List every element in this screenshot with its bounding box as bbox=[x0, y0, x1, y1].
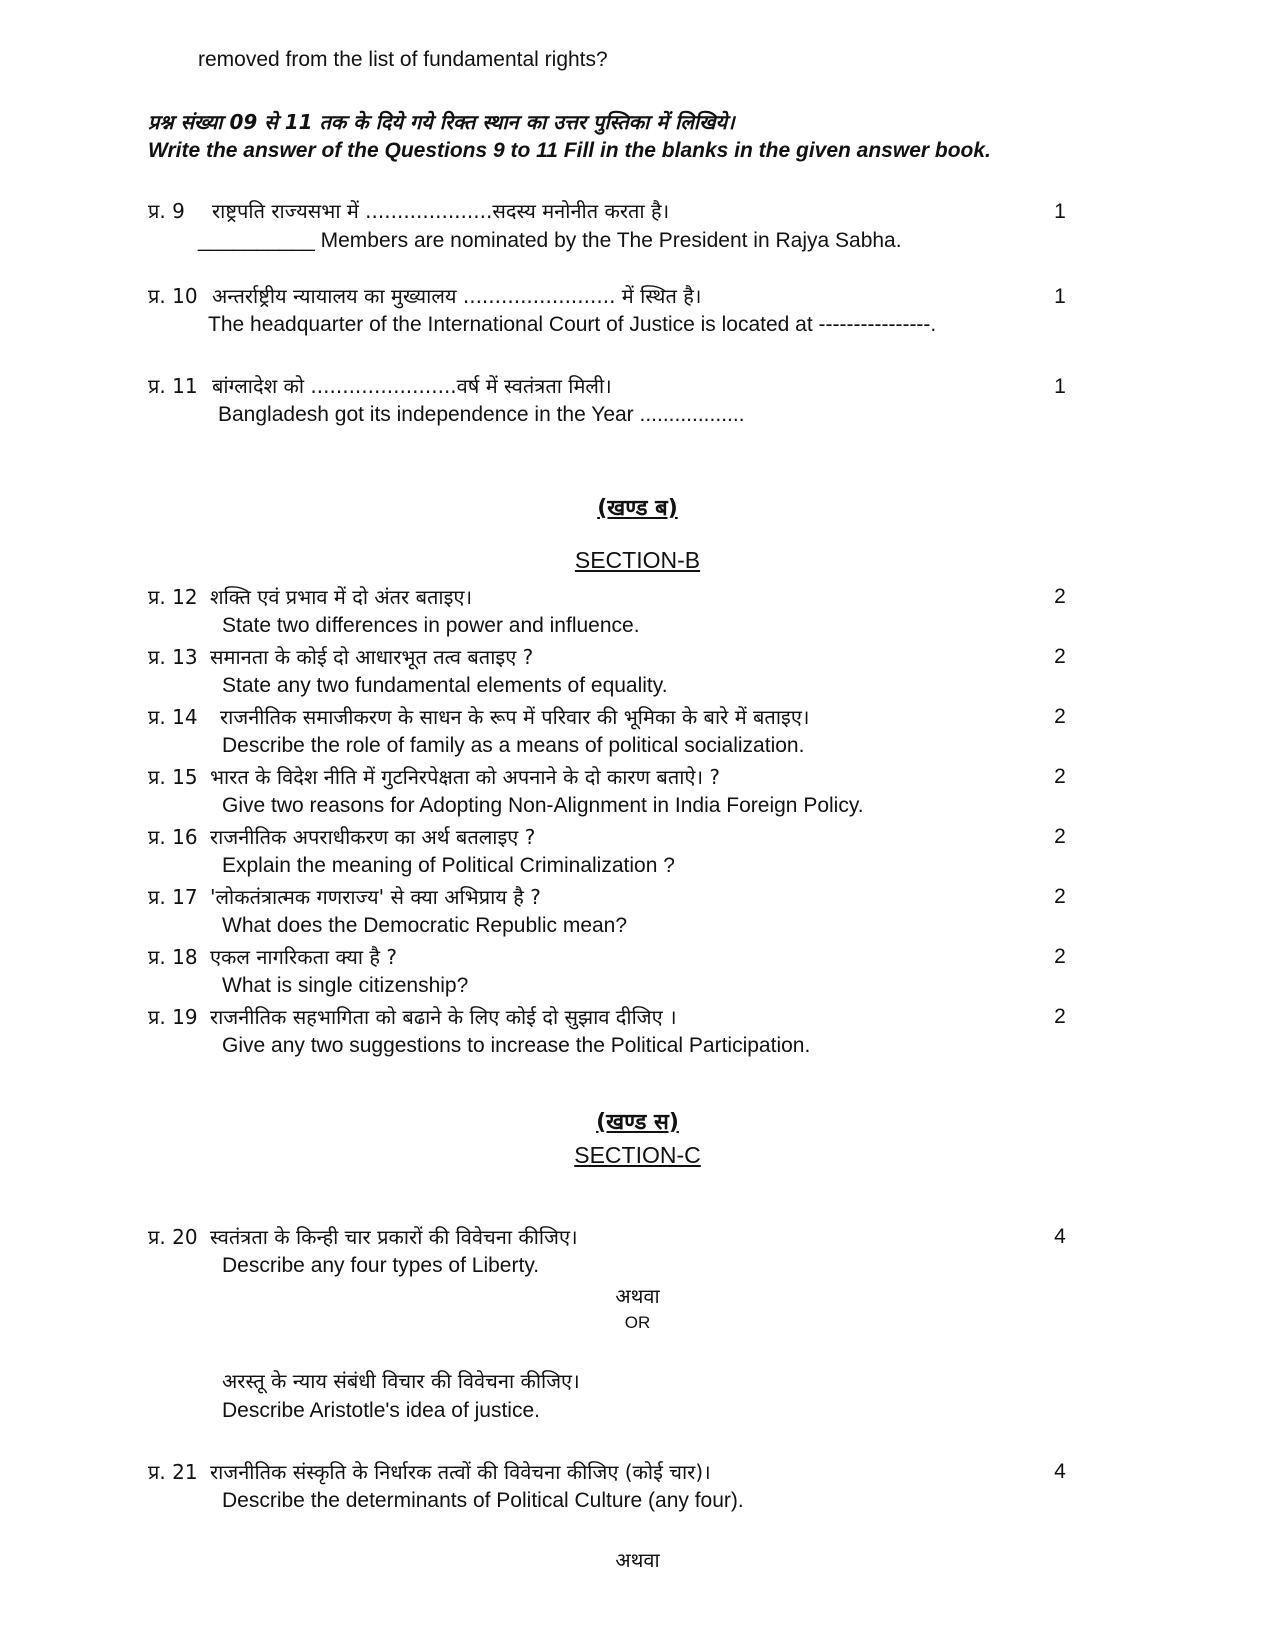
question-marks: 2 bbox=[1054, 945, 1066, 968]
question-number: प्र. 19 bbox=[148, 1005, 198, 1029]
question-english: The headquarter of the International Court of Justice is located at ----------------. bbox=[208, 313, 937, 336]
question-number: प्र. 11 bbox=[148, 374, 198, 398]
question-number: प्र. 9 bbox=[148, 199, 185, 223]
question-english: What does the Democratic Republic mean? bbox=[222, 914, 628, 937]
alternate-question-english: Describe Aristotle's idea of justice. bbox=[222, 1399, 540, 1422]
question-english: State any two fundamental elements of equality. bbox=[222, 674, 668, 697]
question-marks: 2 bbox=[1054, 1005, 1066, 1028]
question-english: Give two reasons for Adopting Non-Alignment in India Foreign Policy. bbox=[222, 794, 864, 817]
question-hindi: अन्तर्राष्ट्रीय न्यायालय का मुख्यालय ........................ में स्थित है। bbox=[212, 284, 702, 308]
question-marks: 2 bbox=[1054, 825, 1066, 848]
question-hindi: राजनीतिक समाजीकरण के साधन के रूप में परिवार की भूमिका के बारे में बताइए। bbox=[220, 705, 810, 729]
question-hindi: एकल नागरिकता क्या है ? bbox=[210, 945, 397, 969]
question-marks: 1 bbox=[1054, 200, 1066, 223]
question-hindi: राजनीतिक सहभागिता को बढाने के लिए कोई दो सुझाव दीजिए । bbox=[210, 1005, 677, 1029]
bottom-or-hindi: अथवा bbox=[615, 1548, 660, 1572]
alternate-question-hindi: अरस्तू के न्याय संबंधी विचार की विवेचना कीजिए। bbox=[222, 1369, 580, 1393]
section-c-heading: SECTION-C bbox=[574, 1142, 701, 1168]
continuation-text: removed from the list of fundamental rights? bbox=[198, 48, 608, 71]
question-english: __________ Members are nominated by the The President in Rajya Sabha. bbox=[198, 229, 902, 252]
question-english: What is single citizenship? bbox=[222, 974, 469, 997]
section-b-heading: SECTION-B bbox=[574, 547, 701, 573]
question-number: प्र. 12 bbox=[148, 585, 198, 609]
section-c-heading-hindi: (खण्ड स) bbox=[596, 1110, 679, 1135]
question-english: Bangladesh got its independence in the Year .................. bbox=[218, 403, 745, 426]
question-number: प्र. 20 bbox=[148, 1225, 198, 1249]
question-hindi: स्वतंत्रता के किन्ही चार प्रकारों की विवेचना कीजिए। bbox=[210, 1225, 578, 1249]
question-hindi: बांग्लादेश को .......................वर्ष में स्वतंत्रता मिली। bbox=[212, 374, 612, 398]
question-marks: 4 bbox=[1054, 1225, 1066, 1248]
question-marks: 2 bbox=[1054, 765, 1066, 788]
question-english: State two differences in power and influence. bbox=[222, 614, 640, 637]
question-marks: 1 bbox=[1054, 375, 1066, 398]
question-hindi: भारत के विदेश नीति में गुटनिरपेक्षता को अपनाने के दो कारण बताऐ। ? bbox=[210, 765, 721, 789]
section-b-heading-hindi: (खण्ड ब) bbox=[597, 496, 678, 521]
question-hindi: 'लोकतंत्रात्मक गणराज्य' से क्या अभिप्राय है ? bbox=[210, 885, 541, 909]
question-marks: 2 bbox=[1054, 705, 1066, 728]
instruction-hindi: प्रश्न संख्या 09 से 11 तक के दिये गये रिक्त स्थान का उत्तर पुस्तिका में लिखिये। bbox=[148, 110, 735, 134]
or-english: OR bbox=[624, 1313, 651, 1332]
question-number: प्र. 16 bbox=[148, 825, 198, 849]
question-number: प्र. 21 bbox=[148, 1460, 198, 1484]
question-number: प्र. 18 bbox=[148, 945, 198, 969]
question-marks: 2 bbox=[1054, 585, 1066, 608]
question-hindi: समानता के कोई दो आधारभूत तत्व बताइए ? bbox=[210, 645, 534, 669]
question-number: प्र. 13 bbox=[148, 645, 198, 669]
question-number: प्र. 15 bbox=[148, 765, 198, 789]
question-english: Describe the determinants of Political Culture (any four). bbox=[222, 1489, 744, 1512]
question-hindi: शक्ति एवं प्रभाव में दो अंतर बताइए। bbox=[210, 585, 473, 609]
question-number: प्र. 10 bbox=[148, 284, 198, 308]
question-marks: 1 bbox=[1054, 285, 1066, 308]
question-english: Describe any four types of Liberty. bbox=[222, 1254, 540, 1277]
instruction-english: Write the answer of the Questions 9 to 11 Fill in the blanks in the given answer book. bbox=[148, 139, 991, 162]
question-hindi: राजनीतिक अपराधीकरण का अर्थ बतलाइए ? bbox=[210, 825, 536, 849]
question-hindi: राजनीतिक संस्कृति के निर्धारक तत्वों की विवेचना कीजिए (कोई चार)। bbox=[210, 1460, 711, 1484]
question-marks: 2 bbox=[1054, 885, 1066, 908]
question-english: Give any two suggestions to increase the Political Participation. bbox=[222, 1034, 811, 1057]
or-hindi: अथवा bbox=[615, 1284, 660, 1308]
question-number: प्र. 14 bbox=[148, 705, 198, 729]
question-english: Describe the role of family as a means of political socialization. bbox=[222, 734, 805, 757]
question-marks: 4 bbox=[1054, 1460, 1066, 1483]
question-number: प्र. 17 bbox=[148, 885, 198, 909]
question-hindi: राष्ट्रपति राज्यसभा में ....................सदस्य मनोनीत करता है। bbox=[212, 199, 670, 223]
question-english: Explain the meaning of Political Criminalization ? bbox=[222, 854, 675, 877]
question-marks: 2 bbox=[1054, 645, 1066, 668]
